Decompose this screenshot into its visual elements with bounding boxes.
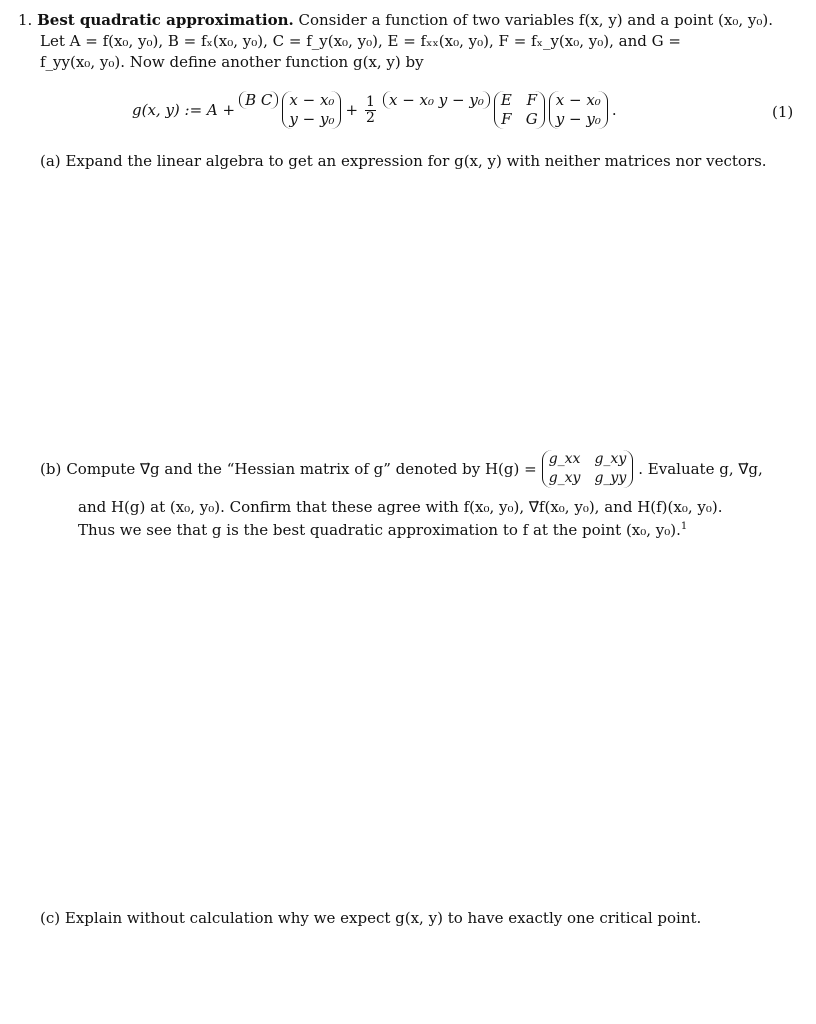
footnote-mark: 1 — [680, 521, 688, 532]
hessian-matrix — [542, 450, 634, 488]
eq-column-vector-2 — [549, 91, 608, 129]
matrix-entry: E — [500, 91, 512, 109]
part-b-text-3: Thus we see that g is the best quadratic approximation to f at the point (x₀, y₀). — [78, 521, 681, 539]
vec-entry: x − x₀ — [555, 91, 601, 109]
equation-label: (1) — [772, 103, 794, 121]
part-b-label: (b) — [40, 460, 62, 478]
vec-entry: x − x₀ — [289, 91, 335, 109]
part-b-text-1: Compute ∇⃗g and the “Hessian matrix of g” denoted by H(g) = — [66, 460, 537, 478]
eq-row-vector-2: x − x₀ y − y₀ — [383, 91, 490, 109]
eq-half — [365, 95, 376, 126]
problem-intro-1: Consider a function of two variables f(x, y) and a point (x₀, y₀). — [298, 11, 773, 29]
eq-period: . — [611, 101, 617, 119]
matrix-entry: g_xy — [548, 470, 581, 486]
problem-intro-3: f_yy(x₀, y₀). Now define another function g(x, y) by — [40, 53, 424, 71]
eq-column-vector — [282, 91, 341, 129]
part-c-label: (c) — [40, 909, 61, 927]
matrix-entry: g_xx — [548, 451, 581, 467]
vec-entry: y − y₀ — [289, 110, 335, 128]
matrix-entry: G — [525, 110, 538, 128]
part-a — [40, 152, 767, 170]
problem-title: Best quadratic approximation. — [37, 11, 294, 29]
part-b-line-2: and H(g) at (x₀, y₀). Confirm that these agree with f(x₀, y₀), ∇⃗f(x₀, y₀), and H(f)(x₀, y₀). — [78, 498, 723, 516]
matrix-entry: F — [501, 110, 512, 128]
eq-matrix — [494, 91, 545, 129]
matrix-entry: g_xy — [594, 451, 627, 467]
eq-row-vector: B C — [239, 91, 278, 109]
part-c — [40, 909, 701, 927]
frac-den: 2 — [366, 109, 375, 126]
eq-lhs: g(x, y) := A + — [132, 101, 236, 119]
part-b-line-1 — [40, 448, 763, 490]
matrix-entry: g_yy — [594, 470, 627, 486]
problem-intro-2: Let A = f(x₀, y₀), B = fₓ(x₀, y₀), C = f_y(x₀, y₀), E = fₓₓ(x₀, y₀), F = fₓ_y(x₀, y₀), and G = — [40, 32, 681, 50]
vec-entry: y − y₀ — [555, 110, 601, 128]
part-a-text: Expand the linear algebra to get an expression for g(x, y) with neither matrices nor vectors. — [65, 152, 767, 170]
eq-plus: + — [345, 101, 359, 119]
part-c-text: Explain without calculation why we expect g(x, y) to have exactly one critical point. — [64, 909, 702, 927]
part-b-text-1b: . Evaluate g, ∇⃗g, — [638, 460, 763, 478]
problem-number: 1. — [18, 11, 33, 29]
matrix-entry: F — [526, 91, 537, 109]
part-b-line-3 — [78, 518, 687, 539]
frac-num: 1 — [366, 93, 375, 110]
problem-line-1 — [18, 11, 773, 29]
equation-1 — [132, 88, 617, 132]
part-a-label: (a) — [40, 152, 61, 170]
